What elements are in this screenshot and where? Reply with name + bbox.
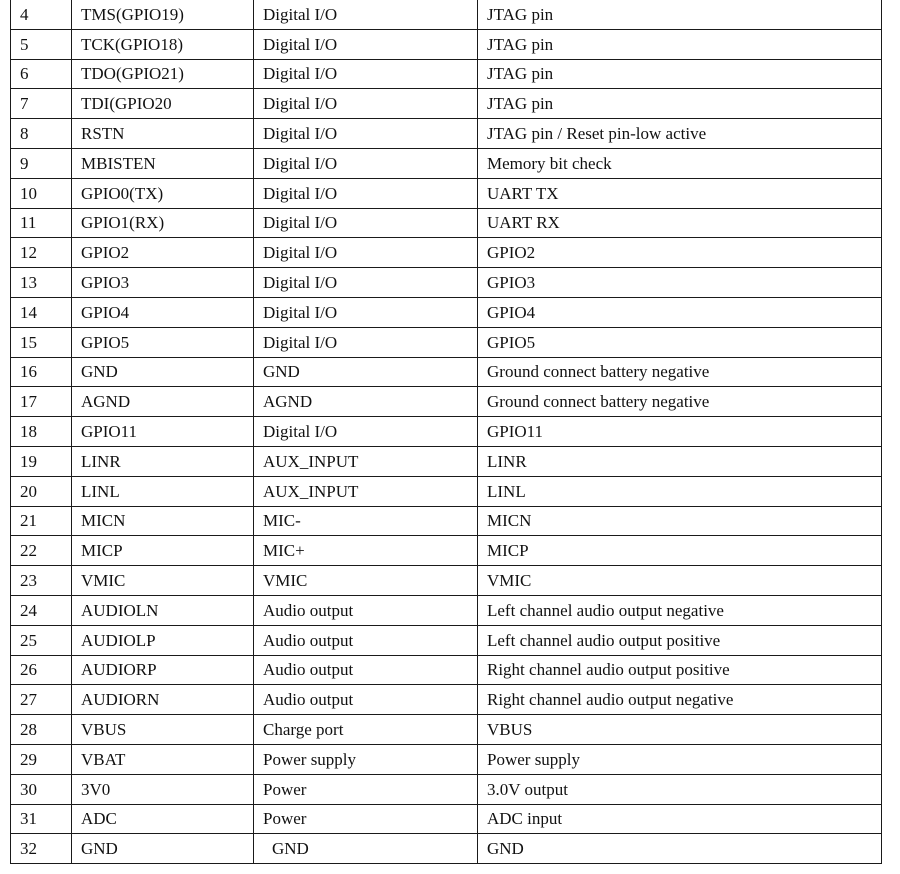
pin-number-cell: 4 [11,0,72,29]
pin-number-cell: 16 [11,357,72,387]
pin-type-cell: Digital I/O [254,208,478,238]
pin-number-cell: 22 [11,536,72,566]
pin-number-cell: 31 [11,804,72,834]
pin-name-cell: 3V0 [72,774,254,804]
table-row [11,715,882,745]
table-row [11,178,882,208]
pin-description-cell: JTAG pin [478,59,882,89]
pin-type-cell: Digital I/O [254,297,478,327]
table-row [11,238,882,268]
table-row [11,0,882,29]
table-row [11,297,882,327]
pin-name-cell: AUDIOLN [72,595,254,625]
pin-number-cell: 17 [11,387,72,417]
pin-name-cell: GPIO2 [72,238,254,268]
pin-description-cell: LINL [478,476,882,506]
pin-description-cell: JTAG pin [478,89,882,119]
pin-number-cell: 25 [11,625,72,655]
table-row [11,29,882,59]
pin-number-cell: 32 [11,834,72,864]
pin-number-cell: 24 [11,595,72,625]
pin-type-cell: Digital I/O [254,89,478,119]
pin-description-cell: UART RX [478,208,882,238]
pin-name-cell: LINR [72,446,254,476]
pin-number-cell: 18 [11,417,72,447]
pin-type-cell: Audio output [254,625,478,655]
pin-number-cell: 30 [11,774,72,804]
pin-name-cell: GND [72,357,254,387]
pin-name-cell: AUDIOLP [72,625,254,655]
pin-type-cell: GND [254,834,478,864]
pin-number-cell: 15 [11,327,72,357]
pin-name-cell: MICN [72,506,254,536]
pin-number-cell: 28 [11,715,72,745]
pin-name-cell: TDI(GPIO20 [72,89,254,119]
pin-description-cell: GPIO11 [478,417,882,447]
pin-name-cell: TMS(GPIO19) [72,0,254,29]
pin-type-cell: MIC- [254,506,478,536]
table-row [11,476,882,506]
pin-number-cell: 6 [11,59,72,89]
pin-type-cell: Digital I/O [254,148,478,178]
table-row [11,268,882,298]
pin-description-cell: MICP [478,536,882,566]
pin-type-cell: Digital I/O [254,119,478,149]
pin-number-cell: 5 [11,29,72,59]
pin-type-cell: Digital I/O [254,0,478,29]
table-row [11,566,882,596]
pin-type-cell: Power supply [254,744,478,774]
pin-number-cell: 8 [11,119,72,149]
pin-description-cell: Left channel audio output positive [478,625,882,655]
pin-number-cell: 14 [11,297,72,327]
pin-type-cell: Audio output [254,655,478,685]
pin-description-cell: JTAG pin / Reset pin-low active [478,119,882,149]
pin-number-cell: 9 [11,148,72,178]
pin-description-cell: UART TX [478,178,882,208]
table-row [11,387,882,417]
pin-name-cell: VMIC [72,566,254,596]
pin-type-cell: Digital I/O [254,327,478,357]
pin-name-cell: GPIO5 [72,327,254,357]
pin-name-cell: AGND [72,387,254,417]
pin-description-cell: Ground connect battery negative [478,387,882,417]
pin-description-cell: MICN [478,506,882,536]
pin-type-cell: GND [254,357,478,387]
pin-type-cell: Digital I/O [254,178,478,208]
pin-name-cell: MICP [72,536,254,566]
pin-type-cell: Digital I/O [254,417,478,447]
pin-description-cell: Memory bit check [478,148,882,178]
pin-type-cell: AUX_INPUT [254,446,478,476]
pin-type-cell: MIC+ [254,536,478,566]
table-row [11,89,882,119]
pin-number-cell: 23 [11,566,72,596]
pin-type-cell: Digital I/O [254,59,478,89]
pin-name-cell: GPIO4 [72,297,254,327]
table-row [11,148,882,178]
pin-number-cell: 10 [11,178,72,208]
pin-number-cell: 21 [11,506,72,536]
table-row [11,804,882,834]
pin-name-cell: GPIO11 [72,417,254,447]
table-row [11,208,882,238]
pin-description-cell: Right channel audio output positive [478,655,882,685]
pin-type-cell: Power [254,774,478,804]
pin-name-cell: RSTN [72,119,254,149]
pin-name-cell: GND [72,834,254,864]
table-row [11,536,882,566]
table-row [11,744,882,774]
pin-name-cell: ADC [72,804,254,834]
pin-type-cell: AGND [254,387,478,417]
pin-name-cell: TCK(GPIO18) [72,29,254,59]
table-row [11,119,882,149]
pin-number-cell: 7 [11,89,72,119]
pin-description-cell: JTAG pin [478,29,882,59]
table-row [11,446,882,476]
pin-type-cell: Digital I/O [254,29,478,59]
pin-number-cell: 11 [11,208,72,238]
pin-name-cell: VBAT [72,744,254,774]
pin-number-cell: 19 [11,446,72,476]
pin-type-cell: AUX_INPUT [254,476,478,506]
pin-name-cell: LINL [72,476,254,506]
table-row [11,357,882,387]
pin-description-cell: VBUS [478,715,882,745]
table-row [11,327,882,357]
pin-description-cell: GND [478,834,882,864]
pin-description-cell: GPIO2 [478,238,882,268]
pin-description-cell: Right channel audio output negative [478,685,882,715]
pin-name-cell: GPIO0(TX) [72,178,254,208]
pin-number-cell: 26 [11,655,72,685]
pin-description-cell: GPIO3 [478,268,882,298]
pin-description-cell: 3.0V output [478,774,882,804]
pin-description-cell: VMIC [478,566,882,596]
pin-type-cell: Digital I/O [254,238,478,268]
pin-type-cell: Audio output [254,685,478,715]
pin-description-cell: Power supply [478,744,882,774]
table-row [11,417,882,447]
pin-table-body [11,0,882,864]
pin-name-cell: VBUS [72,715,254,745]
pin-description-cell: LINR [478,446,882,476]
pin-description-cell: GPIO4 [478,297,882,327]
pin-number-cell: 29 [11,744,72,774]
pin-type-cell: VMIC [254,566,478,596]
pin-description-cell: GPIO5 [478,327,882,357]
pin-number-cell: 20 [11,476,72,506]
pin-name-cell: AUDIORP [72,655,254,685]
pin-number-cell: 12 [11,238,72,268]
pin-name-cell: GPIO1(RX) [72,208,254,238]
table-row [11,625,882,655]
pin-name-cell: MBISTEN [72,148,254,178]
pin-name-cell: AUDIORN [72,685,254,715]
pin-description-cell: ADC input [478,804,882,834]
pin-type-cell: Digital I/O [254,268,478,298]
table-row [11,595,882,625]
pin-name-cell: TDO(GPIO21) [72,59,254,89]
pin-description-cell: JTAG pin [478,0,882,29]
pin-type-cell: Charge port [254,715,478,745]
pin-description-cell: Ground connect battery negative [478,357,882,387]
table-row [11,834,882,864]
pin-number-cell: 27 [11,685,72,715]
pin-definition-table [10,0,882,864]
pin-type-cell: Power [254,804,478,834]
pin-number-cell: 13 [11,268,72,298]
table-row [11,685,882,715]
pin-type-cell: Audio output [254,595,478,625]
pin-name-cell: GPIO3 [72,268,254,298]
table-row [11,774,882,804]
table-row [11,655,882,685]
pin-description-cell: Left channel audio output negative [478,595,882,625]
table-row [11,506,882,536]
table-row [11,59,882,89]
